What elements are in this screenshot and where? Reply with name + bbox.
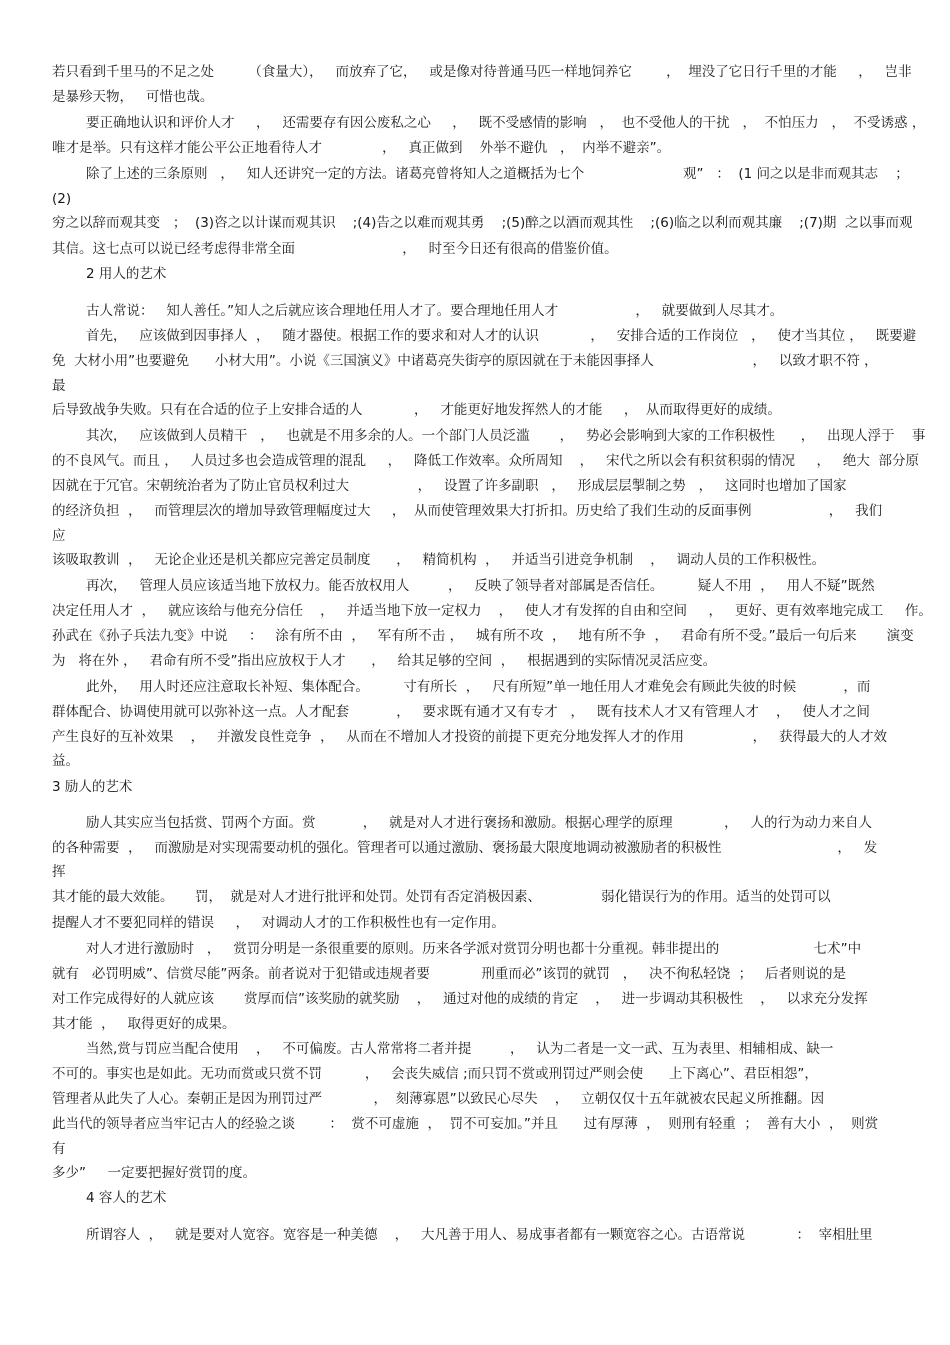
section-heading: 3 励人的艺术 [52,779,133,795]
text-line: 其信。这七点可以说已经考虑得非常全面 ， 时至今日还有很高的借鉴价值。 [52,241,618,257]
text-line: 其才能的最大效能。 罚， 就是对人才进行批评和处罚。处罚有否定消极因素、 弱化错误行为的作用。适当的处罚可以 [52,889,831,905]
text-line: 为 将在外 ， 君命有所不受”指出应放权于人才 ， 给其足够的空间 ， 根据遇到的实际情况灵活应变。 [52,653,717,669]
text-line: 应 [52,528,66,544]
text-line: 最 [52,378,66,394]
text-line: 的不良风气。而且 ， 人员过多也会造成管理的混乱 ， 降低工作效率。众所周知 ， 宋代之所以会有积贫积弱的情况 ， 绝大 部分原 [52,453,919,469]
text-line: 唯才是举。只有这样才能公平公正地看待人才 ， 真正做到 外举不避仇 ， 内举不避亲”。 [52,140,671,156]
text-line: 此外， 用人时还应注意取长补短、集体配合。 寸有所长 ， 尺有所短”单一地任用人才难免会有顾此失彼的时候 ，而 [86,679,871,695]
section-heading: 4 容人的艺术 [86,1190,167,1206]
text-line: 提醒人才不要犯同样的错误 ， 对调动人才的工作积极性也有一定作用。 [52,915,505,931]
text-line: 要正确地认识和评价人才 ， 还需要存有因公废私之心 ， 既不受感情的影响 ， 也不受他人的干扰 ， 不怕压力 ， 不受诱惑 ， [86,115,926,131]
text-line: 后导致战争失败。只有在合适的位子上安排合适的人 ， 才能更好地发挥然人的才能 ， 从而取得更好的成绩。 [52,402,781,418]
text-line: 再次， 管理人员应该适当地下放权力。能否放权用人 ， 反映了领导者对部属是否信任。 疑人不用 ， 用人不疑”既然 [86,578,875,594]
text-line: (2) [52,191,72,207]
text-line: 免 大材小用”也要避免 小材大用”。小说《三国演义》中诸葛亮失街亭的原因就在于未能因事择人 ， 以致才职不符 ， [52,353,878,369]
text-line: 因就在于冗官。宋朝统治者为了防止官员权利过大 ， 设置了许多副职 ， 形成层层掣制之势 ， 这同时也增加了国家 [52,478,847,494]
section-heading: 2 用人的艺术 [86,266,167,282]
text-line: 其次， 应该做到人员精干 ， 也就是不用多余的人。一个部门人员泛滥 ， 势必会影响到大家的工作积极性 ， 出现人浮于 事 [86,428,926,444]
text-line: 首先， 应该做到因事择人 ， 随才器使。根据工作的要求和对人才的认识 ， 安排合适的工作岗位 ， 使才当其位 ， 既要避 [86,328,917,344]
text-line: 该吸取教训 ， 无论企业还是机关都应完善定员制度 ， 精简机构 ， 并适当引进竞争机制 ， 调动人员的工作积极性。 [52,552,826,568]
text-line: 挥 [52,864,66,880]
text-line: 穷之以辞而观其变 ； (3)咨之以计谋而观其识 ;(4)告之以难而观其勇 ;(5)醉之以酒而观其性 ;(6)临之以利而观其廉 ;(7)期 之以事而观 [52,215,913,231]
text-line: 管理者从此失了人心。秦朝正是因为刑罚过严 ， 刻薄寡恩”以致民心尽失 ， 立朝仅仅十五年就被农民起义所推翻。因 [52,1091,825,1107]
text-line: 古人常说： 知人善任。”知人之后就应该合理地任用人才了。要合理地任用人才 ， 就要做到人尽其才。 [86,303,784,319]
text-line: 益。 [52,753,79,769]
text-line: 若只看到千里马的不足之处 （食量大）， 而放弃了它， 或是像对待普通马匹一样地饲养它 ， 埋没了它日行千里的才能 ， 岂非 [52,64,912,80]
text-line: 不可的。事实也是如此。无功而赏或只赏不罚 ， 会丧失威信 ;而只罚不赏或刑罚过严则会使 上下离心”、君臣相怨”， [52,1066,818,1082]
text-line: 此当代的领导者应当牢记古人的经验之谈 ： 赏不可虚施 ， 罚不可妄加。”并且 过有厚薄 ， 则刑有轻重 ； 善有大小 ， 则赏 [52,1116,879,1132]
text-line: 除了上述的三条原则 ， 知人还讲究一定的方法。诸葛亮曾将知人之道概括为七个 观” ： (1 问之以是非而观其志 ； [86,166,909,182]
text-line: 产生良好的互补效果 ， 并激发良性竞争 ， 从而在不增加人才投资的前提下更充分地发挥人才的作用 ， 获得最大的人才效 [52,729,888,745]
text-line: 有 [52,1141,66,1157]
text-line: 的经济负担 ， 而管理层次的增加导致管理幅度过大 ， 从而使管理效果大打折扣。历史给了我们生动的反面事例 ， 我们 [52,503,883,519]
text-line: 决定任用人才 ， 就应该给与他充分信任 ， 并适当地下放一定权力 ， 使人才有发挥的自由和空间 ， 更好、更有效率地完成工 作。 [52,603,932,619]
text-line: 对工作完成得好的人就应该 赏厚而信”该奖励的就奖励 ， 通过对他的成绩的肯定 ， 进一步调动其积极性 ， 以求充分发挥 [52,991,868,1007]
text-line: 多少” 一定要把握好赏罚的度。 [52,1165,256,1181]
text-line: 其才能 ， 取得更好的成果。 [52,1016,236,1032]
text-line: 当然,赏与罚应当配合使用 ， 不可偏废。古人常常将二者并提 ， 认为二者是一文一武、互为表里、相辅相成、缺一 [86,1041,834,1057]
text-line: 所谓容人 ， 就是要对人宽容。宽容是一种美德 ， 大凡善于用人、易成事者都有一颗宽容之心。古语常说 ： 宰相肚里 [86,1227,873,1243]
text-line: 群体配合、协调使用就可以弥补这一点。人才配套 ， 要求既有通才又有专才 ， 既有技术人才又有管理人才 ， 使人才之间 [52,704,870,720]
text-line: 对人才进行激励时 ， 赏罚分明是一条很重要的原则。历来各学派对赏罚分明也都十分重视。韩非提出的 七术”中 [86,941,862,957]
text-line: 的各种需要 ， 而激励是对实现需要动机的强化。管理者可以通过激励、褒扬最大限度地调动被激励者的积极性 ， 发 [52,840,878,856]
text-line: 是暴殄天物， 可惜也哉。 [52,89,214,105]
text-line: 就有 必罚明威”、信赏尽能”两条。前者说对于犯错或违规者要 刑重而必”该罚的就罚 ， 决不徇私轻饶 ； 后者则说的是 [52,966,847,982]
text-line: 励人其实应当包括赏、罚两个方面。赏 ， 就是对人才进行褒扬和激励。根据心理学的原理 ， 人的行为动力来自人 [86,815,872,831]
text-line: 孙武在《孙子兵法九变》中说 ： 涂有所不由 ， 军有所不击 ， 城有所不攻 ， 地有所不争 ， 君命有所不受。”最后一句后来 演变 [52,628,914,644]
